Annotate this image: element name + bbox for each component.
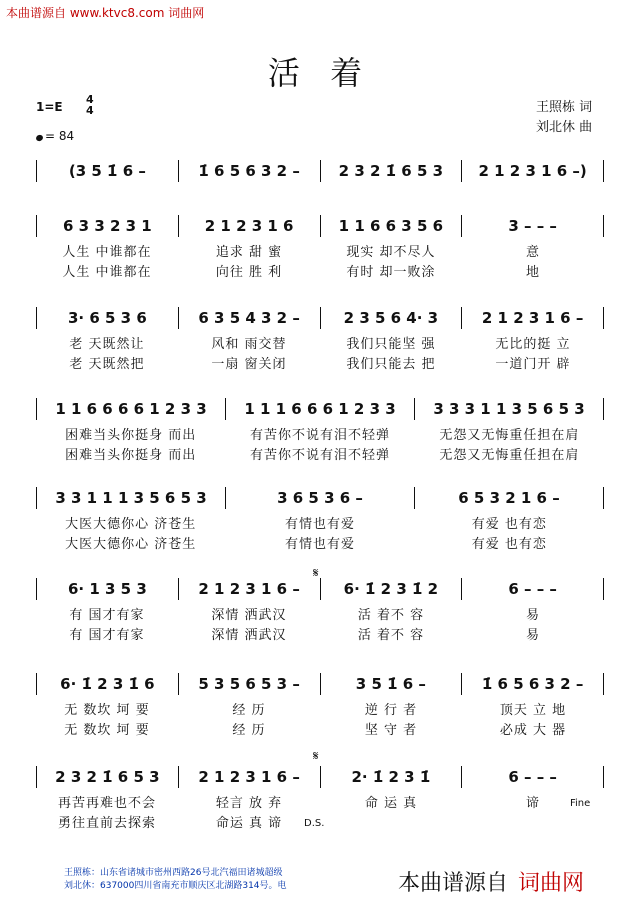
measure: 3 3 1 1 1 3 5 6 5 3 <box>55 489 207 507</box>
measure: 2· 1̇ 2 3 1̇ <box>351 768 431 786</box>
measure: 6· 1̇ 2 3 1̇ 2 <box>343 580 439 598</box>
lyrics-verse-2 <box>36 624 604 643</box>
lyric-segment: 再苦再难也不会 <box>57 796 156 811</box>
measure: 3 – – – <box>508 217 557 235</box>
segno-mark-2: 𝄋 <box>313 749 319 764</box>
notes-row <box>36 215 604 237</box>
lyric-segment: 有爱 也有恋 <box>471 537 547 552</box>
quarter-note-icon <box>35 134 44 142</box>
measure: 2 3 2 1̇ 6 5 3 <box>338 162 444 180</box>
brand-right: 词曲网 <box>518 871 585 896</box>
lyrics-verse-2 <box>36 353 604 372</box>
lyric-segment: 我们只能去 把 <box>346 357 436 372</box>
lyric-segment: 有 国才有家 <box>69 628 145 643</box>
measure: 6 3 5 4 3 2 – <box>198 309 300 327</box>
lyric-segment <box>462 812 604 831</box>
lyric-segment: 一扇 窗关闭 <box>211 357 287 372</box>
lyric-segment: 大医大德你心 济苍生 <box>65 537 197 552</box>
lyric-segment: 人生 中谁都在 <box>62 245 152 260</box>
tempo-marking <box>36 129 74 143</box>
time-signature <box>86 94 94 116</box>
lyrics-verse-2 <box>36 444 604 463</box>
measure: 1̇ 6 5 6 3 2 – <box>198 162 300 180</box>
lyrics-verse-1 <box>36 424 604 443</box>
lyric-segment: 有情也有爱 <box>284 537 355 552</box>
time-sig-bottom: 4 <box>86 104 94 117</box>
lyric-segment: 经 历 <box>232 703 266 718</box>
barline <box>603 398 604 420</box>
song-title: 活 着 <box>267 54 373 92</box>
lyric-segment: 有情也有爱 <box>284 517 355 532</box>
footer-line-1: 王照栋：山东省诸城市密州西路26号北汽福田诸城超级 <box>64 868 283 878</box>
lyrics-verse-1 <box>36 333 604 352</box>
measure: 1 1 6 6 3 5 6 <box>338 217 444 235</box>
lyric-segment: 经 历 <box>232 723 266 738</box>
lyric-segment: 困难当头你挺身 而出 <box>65 428 197 443</box>
lyric-segment: 无 数坎 坷 要 <box>64 723 150 738</box>
lyric-segment: 老 天既然把 <box>69 357 145 372</box>
lyric-segment: 有苦你不说有泪不轻弹 <box>249 448 390 463</box>
lyric-segment: 坚 守 者 <box>364 723 418 738</box>
lyric-segment: 无比的挺 立 <box>495 337 571 352</box>
lyric-segment: 大医大德你心 济苍生 <box>65 517 197 532</box>
notes-row <box>36 578 604 600</box>
notes-row <box>36 673 604 695</box>
key-signature: 1=E <box>36 100 63 114</box>
measure: 3 3 3 1 1 3 5 6 5 3 <box>433 400 585 418</box>
measure: 6 5 3 2 1 6 – <box>458 489 560 507</box>
lyric-segment: 易 <box>525 628 540 643</box>
notes-row <box>36 766 604 788</box>
measure: (3 5 1̇ 6 – <box>68 162 146 180</box>
measure: 1 1 6 6 6 6 1 2 3 3 <box>55 400 207 418</box>
barline <box>603 673 604 695</box>
barline <box>603 307 604 329</box>
lyric-segment: 深情 洒武汉 <box>211 628 287 643</box>
lyrics-verse-1 <box>36 699 604 718</box>
barline <box>603 578 604 600</box>
lyric-segment: 命 运 真 <box>364 796 418 811</box>
barline <box>603 215 604 237</box>
lyrics-verse-2 <box>36 719 604 738</box>
measure: 3· 6 5 3 6 <box>67 309 147 327</box>
site-header: 本曲谱源自 www.ktvc8.com 词曲网 <box>6 6 205 20</box>
lyrics-verse-1 <box>36 241 604 260</box>
lyric-segment: 深情 洒武汉 <box>211 608 287 623</box>
lyric-segment: 向往 胜 利 <box>215 265 283 280</box>
lyrics-verse-1 <box>36 604 604 623</box>
measure: 6 – – – <box>508 580 557 598</box>
segno-mark: 𝄋 <box>313 566 319 581</box>
footer-addresses <box>64 867 344 893</box>
measure: 6 3 3 2 3 1 <box>63 217 152 235</box>
measure: 6· 1̇ 2 3 1̇ 6 <box>60 675 155 693</box>
lyric-segment: 顶天 立 地 <box>499 703 567 718</box>
lyric-segment: 必成 大 器 <box>499 723 567 738</box>
lyric-segment: 无怨又无悔重任担在肩 <box>439 428 580 443</box>
notes-row <box>36 160 604 182</box>
tempo-value: = 84 <box>45 129 75 143</box>
lyric-segment: 无 数坎 坷 要 <box>64 703 150 718</box>
lyric-segment: 有爱 也有恋 <box>471 517 547 532</box>
measure: 1̇ 6 5 6 3 2 – <box>481 675 584 693</box>
lyric-segment: 有时 却一败涂 <box>346 265 436 280</box>
measure: 2 3 2 1̇ 6 5 3 <box>55 768 160 786</box>
lyric-segment: 轻言 放 弃 <box>215 796 283 811</box>
fine-mark: Fine <box>570 798 591 809</box>
measure: 5 3 5 6 5 3 – <box>198 675 300 693</box>
lyric-segment: 老 天既然让 <box>69 337 145 352</box>
lyric-segment: 一道门开 辟 <box>495 357 571 372</box>
lyric-segment <box>320 812 462 831</box>
lyric-segment: 有 国才有家 <box>69 608 145 623</box>
lyric-segment: 地 <box>525 265 540 280</box>
lyric-segment: 追求 甜 蜜 <box>215 245 283 260</box>
lyric-segment: 逆 行 者 <box>364 703 418 718</box>
lyric-segment: 风和 雨交替 <box>211 337 287 352</box>
notes-row <box>36 307 604 329</box>
lyric-segment: 活 着不 容 <box>357 628 425 643</box>
lyric-segment: 无怨又无悔重任担在肩 <box>439 448 580 463</box>
measure: 2 1 2 3 1 6 –) <box>478 162 587 180</box>
barline <box>603 766 604 788</box>
measure: 3 6 5 3 6 – <box>277 489 363 507</box>
ds-mark: D.S. <box>304 818 325 829</box>
barline <box>603 160 604 182</box>
lyric-segment: 我们只能坚 强 <box>346 337 436 352</box>
brand-watermark <box>398 866 584 897</box>
time-sig-top: 4 <box>86 93 94 106</box>
lyric-segment: 活 着不 容 <box>357 608 425 623</box>
lyric-segment: 人生 中谁都在 <box>62 265 152 280</box>
measure: 2 1 2 3 1 6 <box>204 217 294 235</box>
lyric-segment: 谛 <box>525 796 540 811</box>
lyric-segment: 命运 真 谛 <box>215 816 283 831</box>
notes-row <box>36 398 604 420</box>
measure: 1 1 1 6 6 6 1 2 3 3 <box>244 400 396 418</box>
measure: 6· 1 3 5 3 <box>67 580 147 598</box>
measure: 2 1 2 3 1 6 – <box>481 309 584 327</box>
measure: 2 3 5 6 4· 3 <box>343 309 439 327</box>
brand-left: 本曲谱源自 <box>398 871 509 896</box>
lyric-segment: 意 <box>525 245 540 260</box>
lyricist-credit: 王照栋 词 <box>536 100 593 115</box>
lyrics-verse-1 <box>36 513 604 532</box>
measure: 6 – – – <box>508 768 557 786</box>
lyric-segment: 现实 却不尽人 <box>346 245 436 260</box>
lyrics-verse-2 <box>36 261 604 280</box>
lyrics-verse-2 <box>36 533 604 552</box>
barline <box>603 487 604 509</box>
measure: 3 5 1̇ 6 – <box>355 675 426 693</box>
composer-credit: 刘北休 曲 <box>536 120 593 135</box>
measure: 2 1 2 3 1 6 – <box>198 580 300 598</box>
lyric-segment: 勇往直前去探索 <box>57 816 156 831</box>
notes-row <box>36 487 604 509</box>
lyric-segment: 有苦你不说有泪不轻弹 <box>249 428 390 443</box>
lyrics-verse-1 <box>36 792 604 811</box>
footer-line-2: 刘北休：637000四川省南充市顺庆区北湖路314号。电 <box>64 881 287 891</box>
measure: 2 1 2 3 1 6 – <box>198 768 300 786</box>
lyric-segment: 困难当头你挺身 而出 <box>65 448 197 463</box>
lyric-segment: 易 <box>525 608 540 623</box>
